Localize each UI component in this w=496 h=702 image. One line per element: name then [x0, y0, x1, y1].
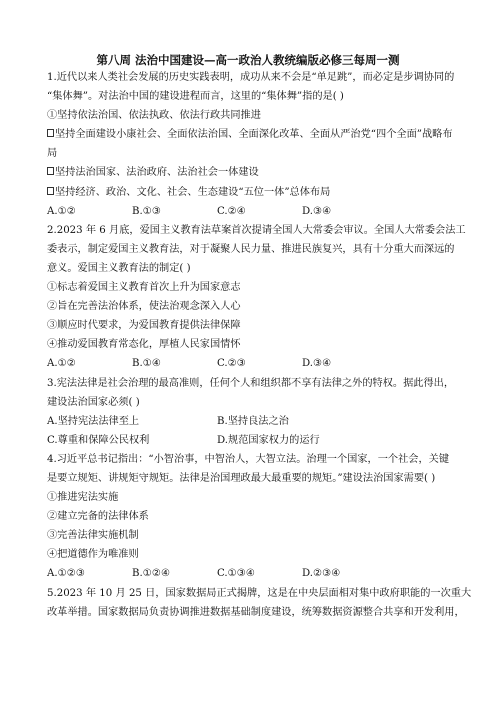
- q4-option-a: A.①②③: [47, 568, 85, 580]
- q1-statement-4-text: 坚持经济、政治、文化、社会、生态建设“五位一体”总体布局: [55, 186, 331, 198]
- q1-statement-2-cont: 局: [47, 148, 58, 160]
- q1-statement-2: [47, 125, 457, 144]
- q1-statement-4: [47, 183, 457, 202]
- q1-stem-line-1: 1.近代以来人类社会发展的历史实践表明，成功从来不会是“单足跳”，而必定是步调协同的: [47, 72, 455, 83]
- q1-option-a: A.①②: [47, 205, 76, 217]
- q3-stem-line-2: 建设法治国家必须( ): [47, 396, 140, 408]
- q4-stem-line-2: 是要立规矩、讲规矩守规矩。法律是治国理政最大最重要的规矩。”建设法治国家需要( ): [47, 472, 436, 484]
- q4-statement-1: ①推进宪法实施: [47, 492, 119, 504]
- q2-statement-2: ②旨在完善法治体系，使法治观念深入人心: [47, 301, 241, 313]
- q2-statement-4: ④推动爱国教育常态化，厚植人民家国情怀: [47, 339, 241, 351]
- q2-stem-line-1: 2.2023 年 6 月底，爱国主义教育法草案首次提请全国人大常委会审议。全国人大常委会法工: [47, 224, 466, 236]
- q3-option-a: A.坚持宪法法律至上: [47, 415, 140, 427]
- q2-statement-3: ③顺应时代要求，为爱国教育提供法律保障: [47, 320, 241, 332]
- q2-options: [47, 354, 457, 373]
- q4-option-b: B.①②④: [132, 568, 171, 580]
- q2-stem-line-2: 委表示，制定爱国主义教育法，对于凝聚人民力量、推进民族复兴，具有十分重大而深远的: [47, 243, 455, 255]
- q4-options: [47, 564, 457, 583]
- q1-option-c: C.②④: [217, 205, 246, 217]
- q2-option-b: B.①④: [132, 358, 161, 370]
- q5-stem-line-2: 改革举措。国家数据局负责协调推进数据基础制度建设，统筹数据资源整合共享和开发利用，: [47, 606, 465, 618]
- q1-stem-line-2: “集体舞”。对法治中国的建设进程而言，这里的“集体舞”指的是( ): [47, 91, 344, 103]
- q3-option-c: C.尊重和保障公民权利: [47, 434, 150, 446]
- q3-option-b: B.坚持良法之治: [217, 415, 289, 427]
- q4-statement-2: ②建立完备的法律体系: [47, 511, 149, 523]
- q1-statement-3-text: 坚持法治国家、法治政府、法治社会一体建设: [55, 167, 259, 179]
- q3-option-d: D.规范国家权力的运行: [217, 434, 320, 446]
- q1-option-d: D.③④: [302, 205, 332, 217]
- q1-options: [47, 202, 457, 221]
- q1-statement-2-text: 坚持全面建设小康社会、全面依法治国、全面深化改革、全面从严治党“四个全面”战略布: [55, 129, 453, 141]
- q3-stem-line-1: 3.宪法法律是社会治理的最高准则，任何个人和组织都不享有法律之外的特权。据此得出，: [47, 377, 455, 389]
- q2-stem-line-3: 意义。爱国主义教育法的制定( ): [47, 262, 191, 274]
- missing-glyph-box-icon: [47, 167, 54, 175]
- question-list: [47, 68, 472, 622]
- q2-option-c: C.②③: [217, 358, 246, 370]
- q1-statement-1: ①坚持依法治国、依法执政、依法行政共同推进: [47, 110, 261, 122]
- q2-option-d: D.③④: [302, 358, 332, 370]
- q4-option-c: C.①③④: [217, 568, 256, 580]
- q4-option-d: D.②③④: [302, 568, 341, 580]
- page-title: 第八周 法治中国建设—高一政治人教统编版必修三每周一测: [96, 53, 400, 67]
- missing-glyph-box-icon: [47, 129, 54, 137]
- q3-options-row-2: [47, 431, 457, 450]
- q5-stem-line-1: 5.2023 年 10 月 25 日，国家数据局正式揭牌，这是在中央层面相对集中政府职能的一次重大: [47, 587, 472, 599]
- q2-statement-1: ①标志着爱国主义教育首次上升为国家意志: [47, 282, 241, 294]
- q4-statement-3: ③完善法律实施机制: [47, 530, 139, 542]
- q2-option-a: A.①②: [47, 358, 76, 370]
- missing-glyph-box-icon: [47, 187, 54, 195]
- q1-statement-3: [47, 163, 457, 182]
- q3-options-row-1: [47, 412, 457, 431]
- q1-option-b: B.①③: [132, 205, 161, 217]
- q4-statement-4: ④把道德作为唯准则: [47, 549, 139, 561]
- q4-stem-line-1: 4.习近平总书记指出：“小智治事，中智治人，大智立法。治理一个国家，一个社会，关键: [47, 453, 450, 465]
